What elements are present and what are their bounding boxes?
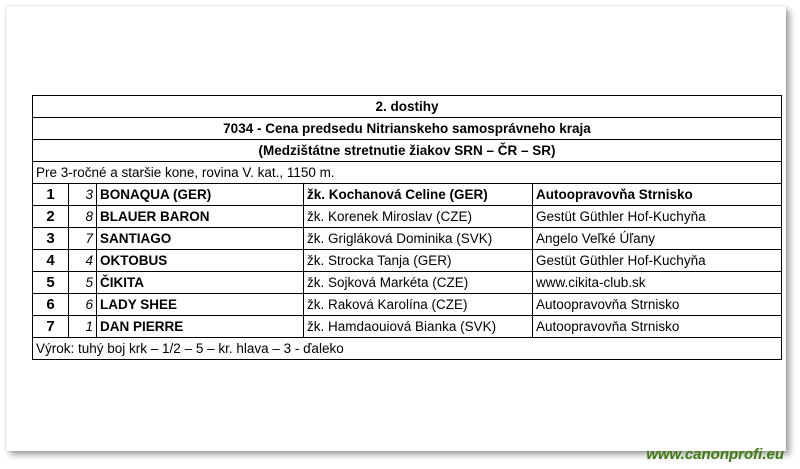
result-row xyxy=(33,316,782,338)
results-sheet xyxy=(6,6,786,451)
race-heading: 2. dostihy xyxy=(33,96,782,118)
result-jockey: žk. Sojková Markéta (CZE) xyxy=(304,272,533,294)
result-place: 5 xyxy=(33,272,69,294)
race-verdict: Výrok: tuhý boj krk – 1/2 – 5 – kr. hlava – 3 - ďaleko xyxy=(33,338,782,360)
result-owner: Autoopravovňa Strnisko xyxy=(533,316,782,338)
result-number: 1 xyxy=(69,316,97,338)
result-number: 5 xyxy=(69,272,97,294)
result-number: 4 xyxy=(69,250,97,272)
result-number: 6 xyxy=(69,294,97,316)
result-jockey: žk. Grigláková Dominika (SVK) xyxy=(304,228,533,250)
result-place: 2 xyxy=(33,206,69,228)
result-jockey: žk. Hamdaouiová Bianka (SVK) xyxy=(304,316,533,338)
result-owner: Angelo Veľké Úľany xyxy=(533,228,782,250)
result-horse: BONAQUA (GER) xyxy=(97,184,304,206)
result-place: 1 xyxy=(33,184,69,206)
result-jockey: žk. Korenek Miroslav (CZE) xyxy=(304,206,533,228)
result-number: 3 xyxy=(69,184,97,206)
result-place: 4 xyxy=(33,250,69,272)
result-owner: Autoopravovňa Strnisko xyxy=(533,184,782,206)
result-number: 8 xyxy=(69,206,97,228)
race-subtitle: (Medzištátne stretnutie žiakov SRN – ČR – SR) xyxy=(33,140,782,162)
result-row xyxy=(33,184,782,206)
race-conditions: Pre 3-ročné a staršie kone, rovina V. kat., 1150 m. xyxy=(33,162,782,184)
result-owner: Gestüt Güthler Hof-Kuchyňa xyxy=(533,250,782,272)
result-place: 7 xyxy=(33,316,69,338)
result-jockey: žk. Strocka Tanja (GER) xyxy=(304,250,533,272)
result-horse: SANTIAGO xyxy=(97,228,304,250)
result-place: 3 xyxy=(33,228,69,250)
result-horse: OKTOBUS xyxy=(97,250,304,272)
result-owner: Autoopravovňa Strnisko xyxy=(533,294,782,316)
result-place: 6 xyxy=(33,294,69,316)
result-jockey: žk. Raková Karolína (CZE) xyxy=(304,294,533,316)
race-title: 7034 - Cena predsedu Nitrianskeho samosprávneho kraja xyxy=(33,118,782,140)
result-number: 7 xyxy=(69,228,97,250)
results-table xyxy=(32,95,782,360)
result-row xyxy=(33,294,782,316)
result-horse: BLAUER BARON xyxy=(97,206,304,228)
result-horse: DAN PIERRE xyxy=(97,316,304,338)
result-row xyxy=(33,206,782,228)
result-row xyxy=(33,272,782,294)
result-horse: LADY SHEE xyxy=(97,294,304,316)
result-row xyxy=(33,228,782,250)
result-owner: www.cikita-club.sk xyxy=(533,272,782,294)
result-jockey: žk. Kochanová Celine (GER) xyxy=(304,184,533,206)
watermark-link[interactable]: www.canonprofi.eu xyxy=(646,446,784,463)
result-owner: Gestüt Güthler Hof-Kuchyňa xyxy=(533,206,782,228)
result-row xyxy=(33,250,782,272)
result-horse: ČIKITA xyxy=(97,272,304,294)
